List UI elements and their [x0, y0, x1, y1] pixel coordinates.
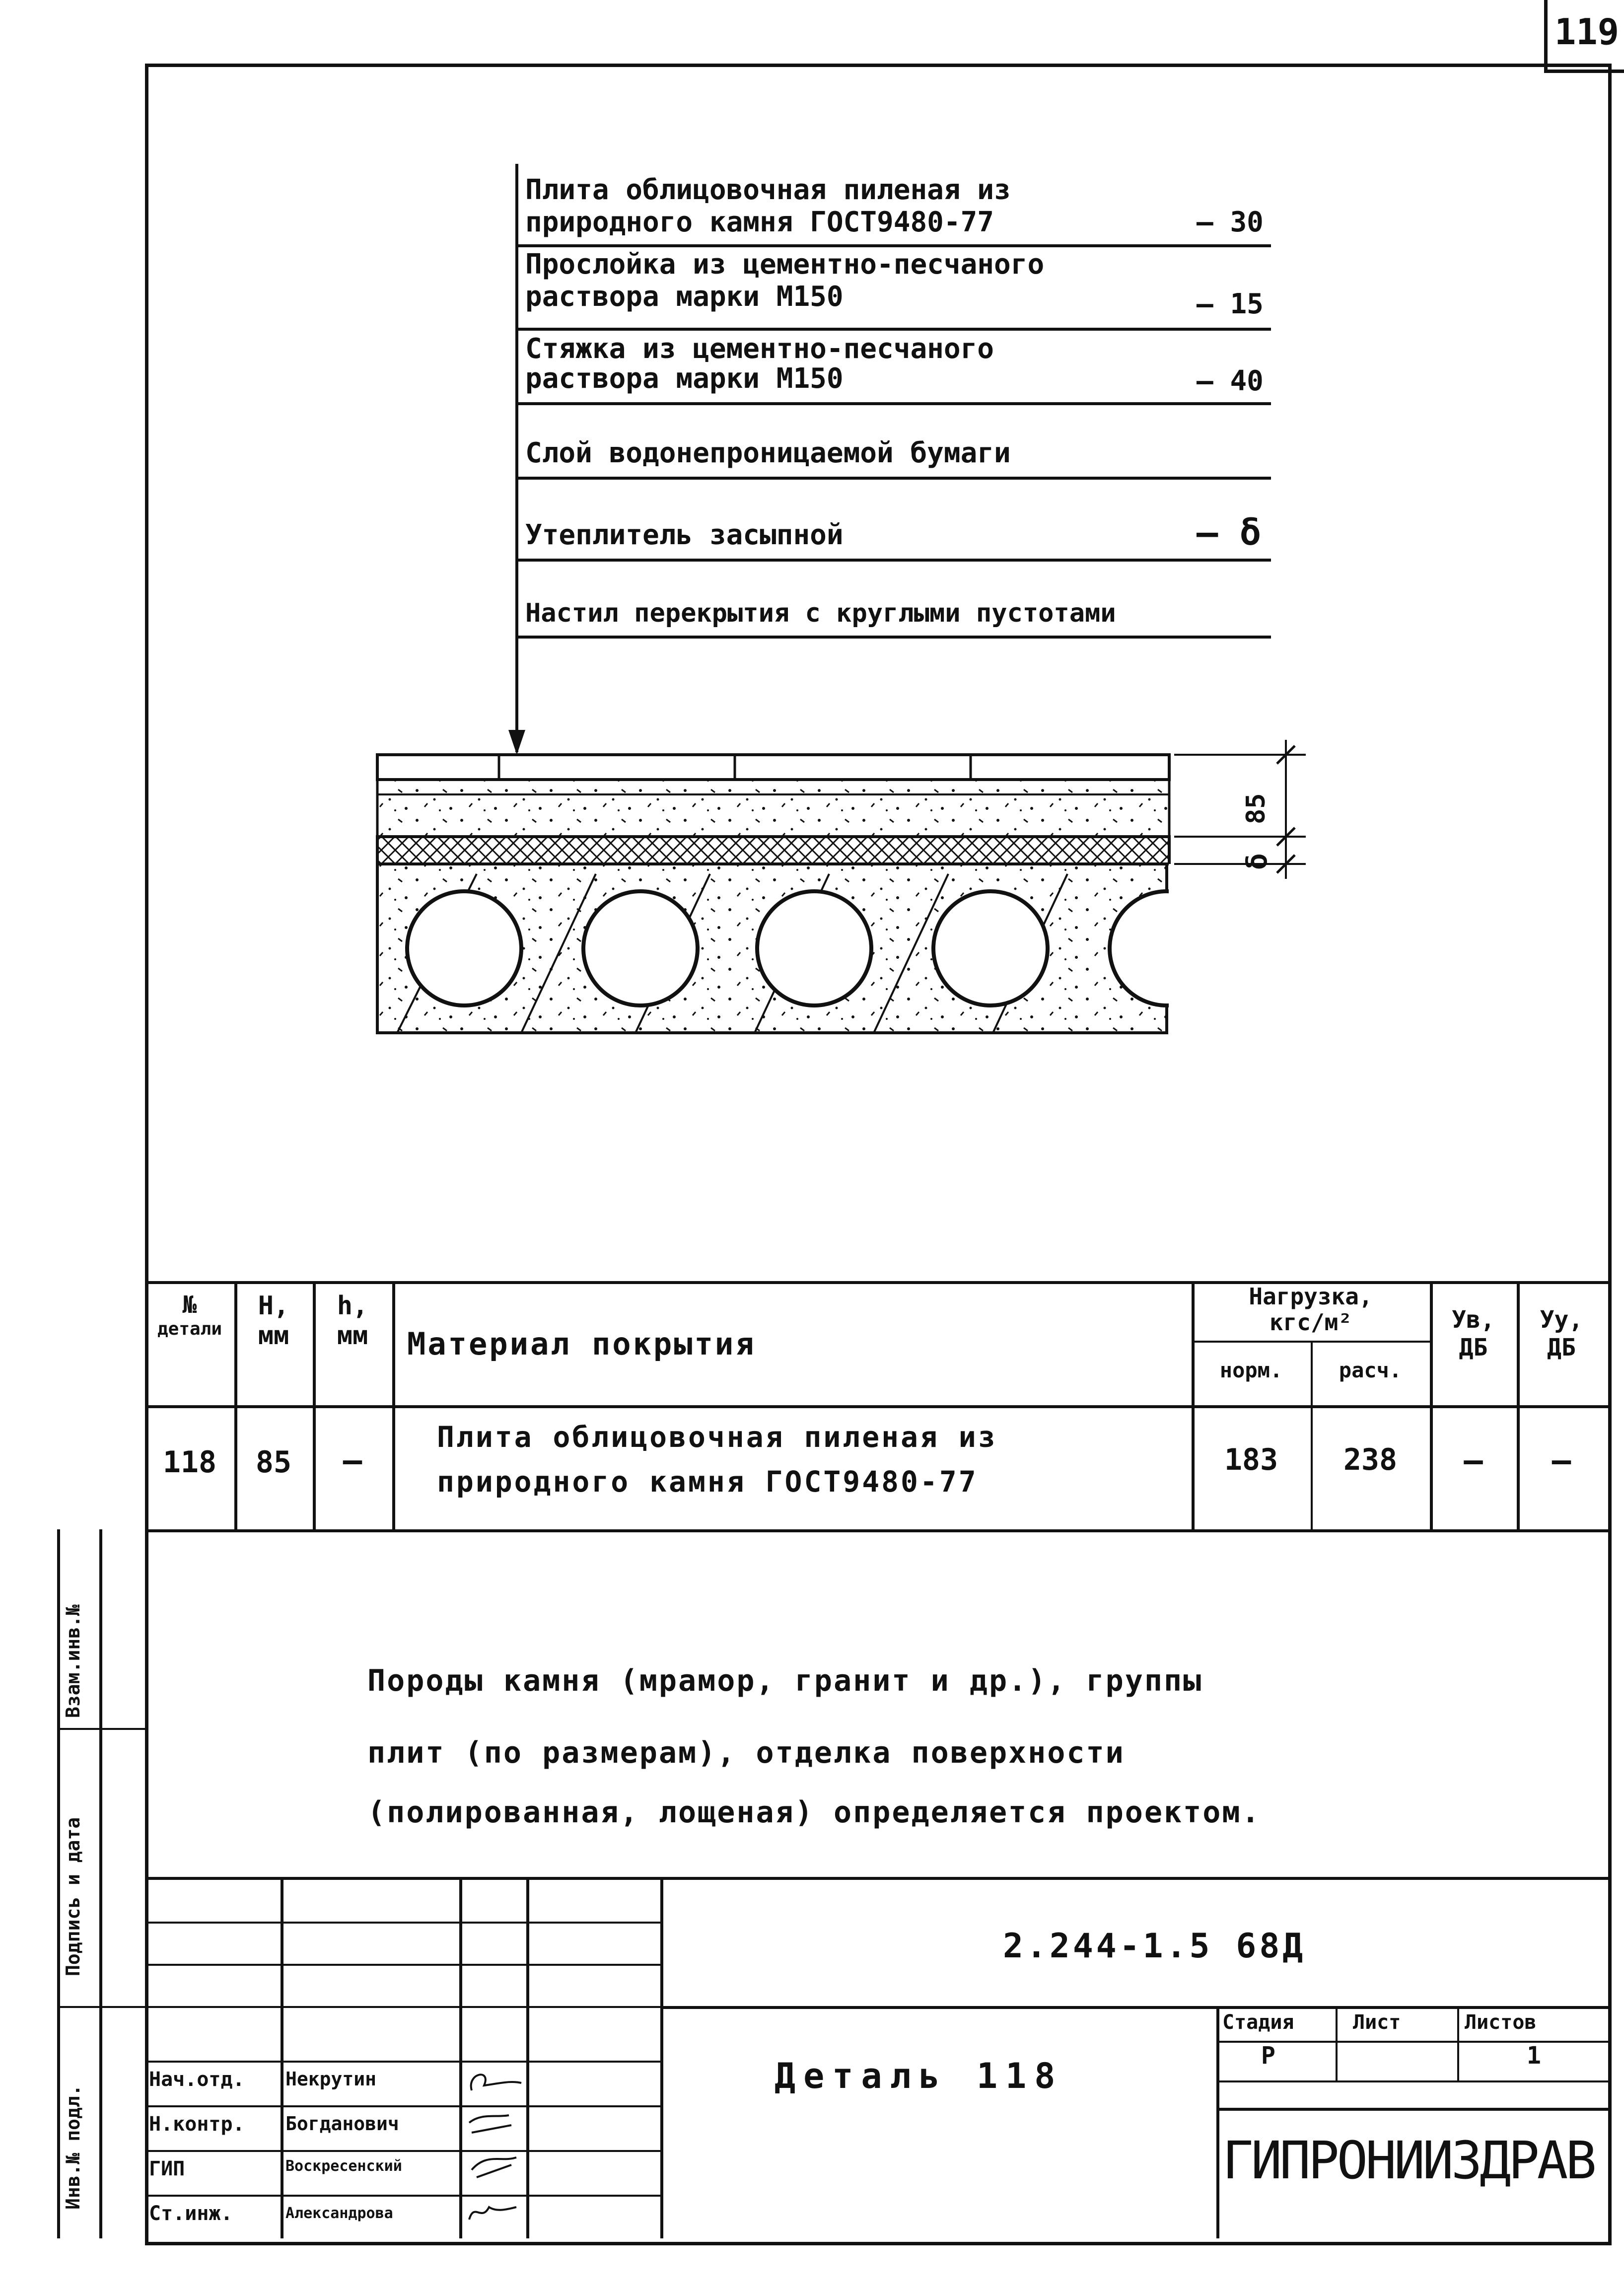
sheet-number: 119 [1554, 11, 1620, 53]
void-3 [757, 891, 871, 1005]
header-material: Материал покрытия [407, 1326, 756, 1362]
header-calc: расч. [1339, 1358, 1402, 1382]
layer-2-thickness: — 15 [1197, 288, 1264, 320]
insulation-layer [377, 837, 1169, 864]
layer-3-underline [516, 402, 1271, 405]
stage-value: Р [1261, 2042, 1275, 2070]
name-3: Воскресенский [285, 2157, 402, 2175]
stamp-original-inv: Инв.№ подл. [62, 2084, 84, 2210]
layer-5-thickness: — δ [1197, 511, 1262, 553]
row-H: 85 [255, 1445, 292, 1480]
row-h: — [343, 1442, 362, 1479]
note-line-2: плит (по размерам), отделка поверхности [367, 1735, 1125, 1770]
void-2 [583, 891, 698, 1005]
role-1: Нач.отд. [149, 2068, 245, 2091]
name-2: Богданович [285, 2113, 399, 2135]
leader-vertical-line [515, 164, 518, 752]
name-1: Некрутин [285, 2068, 377, 2090]
row-material-line1: Плита облицовочная пиленая из [437, 1420, 997, 1454]
layer-2-line2: раствора марки М150 [525, 281, 844, 313]
note-line-3: (полированная, лощеная) определяется проектом. [367, 1795, 1261, 1830]
layer-3-thickness: — 40 [1197, 365, 1264, 397]
stamp-replaced-inv: Взам.инв.№ [62, 1604, 84, 1718]
row-norm: 183 [1224, 1442, 1278, 1477]
header-norm: норм. [1219, 1358, 1283, 1382]
layer-2-underline [516, 328, 1271, 331]
row-calc: 238 [1343, 1442, 1398, 1477]
header-H: H, мм [258, 1291, 289, 1351]
layer-4-line1: Слой водонепроницаемой бумаги [525, 437, 1011, 469]
header-detail-no: № детали [157, 1291, 222, 1339]
layer-1-underline [516, 244, 1271, 247]
document-code: 2.244-1.5 68Д [1003, 1927, 1306, 1966]
layer-1-line2: природного камня ГОСТ9480-77 [525, 206, 994, 238]
dimension-insulation-label: δ [1241, 853, 1273, 870]
name-4: Александрова [285, 2205, 393, 2222]
screed-layer [377, 780, 1169, 837]
role-4: Ст.инж. [149, 2202, 233, 2225]
header-h: h, мм [337, 1291, 368, 1351]
drawing-frame [145, 64, 1612, 2245]
layer-2-line1: Прослойка из цементно-песчаного [525, 248, 1045, 281]
row-yv: — [1464, 1442, 1483, 1479]
header-yv: Ув, ДБ [1452, 1306, 1495, 1361]
layer-3-line2: раствора марки М150 [525, 362, 844, 395]
stage-label: Стадия [1222, 2011, 1294, 2034]
layer-6-underline [516, 636, 1271, 639]
drawing-title: Деталь 118 [775, 2056, 1063, 2096]
floor-section-drawing [367, 725, 1311, 1063]
organization-name: ГИПРОНИИЗДРАВ [1222, 2130, 1594, 2191]
row-material-line2: природного камня ГОСТ9480-77 [437, 1465, 978, 1499]
sheets-value: 1 [1527, 2042, 1541, 2070]
header-load: Нагрузка, кгс/м² [1249, 1283, 1373, 1336]
note-line-1: Породы камня (мрамор, гранит и др.), группы [367, 1663, 1203, 1698]
sheet-number-box [1544, 0, 1624, 73]
sheets-label: Листов [1465, 2011, 1537, 2034]
layer-5-line1: Утеплитель засыпной [525, 519, 844, 551]
layer-1-line1: Плита облицовочная пиленая из [525, 174, 1011, 206]
row-yy: — [1552, 1442, 1571, 1479]
layer-4-underline [516, 477, 1271, 480]
layer-1-thickness: — 30 [1197, 206, 1264, 238]
row-detail-no: 118 [162, 1445, 217, 1480]
layer-3-line1: Стяжка из цементно-песчаного [525, 333, 994, 365]
role-3: ГИП [149, 2157, 185, 2180]
stamp-signature-date: Подпись и дата [62, 1817, 84, 1976]
void-1 [407, 891, 521, 1005]
header-yy: Уу, ДБ [1540, 1306, 1583, 1361]
layer-6-line1: Настил перекрытия с круглыми пустотами [525, 598, 1116, 628]
role-2: Н.контр. [149, 2113, 245, 2136]
dimension-total-label: 85 [1241, 793, 1271, 824]
stone-plate-layer [377, 755, 1169, 780]
void-4 [933, 891, 1048, 1005]
sheet-label: Лист [1353, 2011, 1401, 2034]
layer-5-underline [516, 559, 1271, 562]
signatures [462, 2063, 526, 2237]
